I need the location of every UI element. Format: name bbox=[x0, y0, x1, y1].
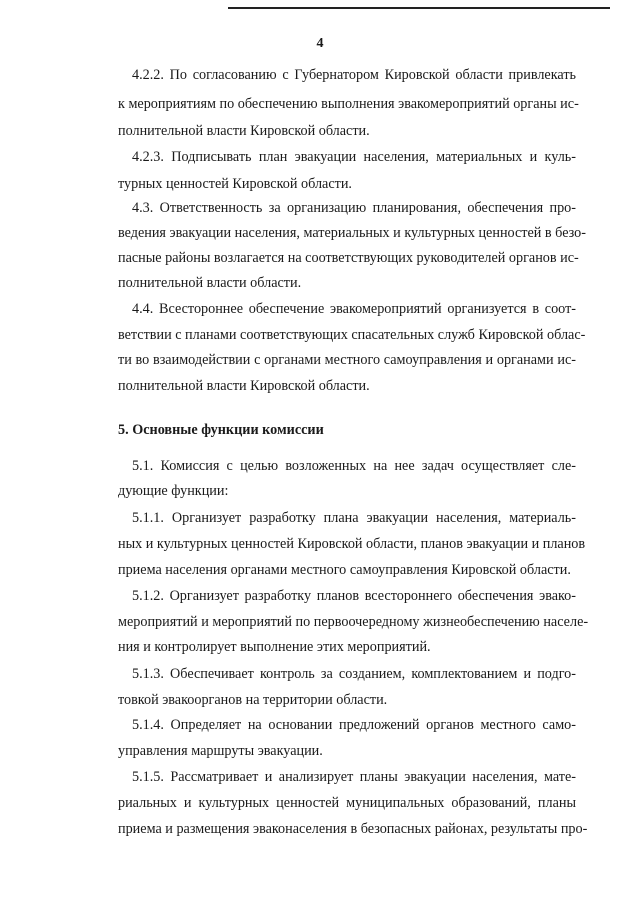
text-line: ветствии с планами соответствующих спасательных служб Кировской облас- bbox=[118, 327, 586, 343]
text-line: управления маршруты эвакуации. bbox=[118, 743, 323, 759]
text-line: 4.2.3. Подписывать план эвакуации населения, материальных и куль- bbox=[132, 149, 576, 165]
text-line: 5.1.1. Организует разработку плана эвакуации населения, материаль- bbox=[132, 510, 576, 526]
text-line: 4.3. Ответственность за организацию планирования, обеспечения про- bbox=[132, 200, 576, 216]
text-line: 4.2.2. По согласованию с Губернатором Кировской области привлекать bbox=[132, 67, 576, 83]
text-line: риальных и культурных ценностей муниципальных образований, планы bbox=[118, 795, 576, 811]
text-line: дующие функции: bbox=[118, 483, 229, 499]
text-line: 4.4. Всестороннее обеспечение эвакомероприятий организуется в соот- bbox=[132, 301, 576, 317]
text-line: полнительной власти Кировской области. bbox=[118, 378, 370, 394]
text-line: ния и контролирует выполнение этих мероприятий. bbox=[118, 639, 431, 655]
text-line: 5.1.4. Определяет на основании предложений органов местного само- bbox=[132, 717, 576, 733]
text-line: полнительной власти Кировской области. bbox=[118, 123, 370, 139]
text-line: мероприятий и мероприятий по первоочередному жизнеобеспечению населе- bbox=[118, 614, 589, 630]
text-line: товкой эвакоорганов на территории области. bbox=[118, 692, 388, 708]
section-5-heading: 5. Основные функции комиссии bbox=[118, 422, 324, 438]
text-line: 5.1.5. Рассматривает и анализирует планы эвакуации населения, мате- bbox=[132, 769, 576, 785]
page-number: 4 bbox=[316, 36, 324, 51]
text-line: 5.1. Комиссия с целью возложенных на нее задач осуществляет сле- bbox=[132, 458, 576, 474]
text-line: пасные районы возлагается на соответствующих руководителей органов ис- bbox=[118, 250, 579, 266]
text-line: турных ценностей Кировской области. bbox=[118, 176, 352, 192]
text-line: приема населения органами местного самоуправления Кировской области. bbox=[118, 562, 571, 578]
text-line: ных и культурных ценностей Кировской области, планов эвакуации и планов bbox=[118, 536, 586, 552]
text-line: 5.1.3. Обеспечивает контроль за созданием, комплектованием и подго- bbox=[132, 666, 576, 682]
text-line: полнительной власти области. bbox=[118, 275, 302, 291]
top-rule bbox=[228, 7, 610, 9]
text-line: к мероприятиям по обеспечению выполнения эвакомероприятий органы ис- bbox=[118, 96, 579, 112]
text-line: ти во взаимодействии с органами местного самоуправления и органами ис- bbox=[118, 352, 576, 368]
text-line: ведения эвакуации населения, материальных и культурных ценностей в безо- bbox=[118, 225, 587, 241]
text-line: 5.1.2. Организует разработку планов всестороннего обеспечения эвако- bbox=[132, 588, 576, 604]
text-line: приема и размещения эваконаселения в безопасных районах, результаты про- bbox=[118, 821, 588, 837]
